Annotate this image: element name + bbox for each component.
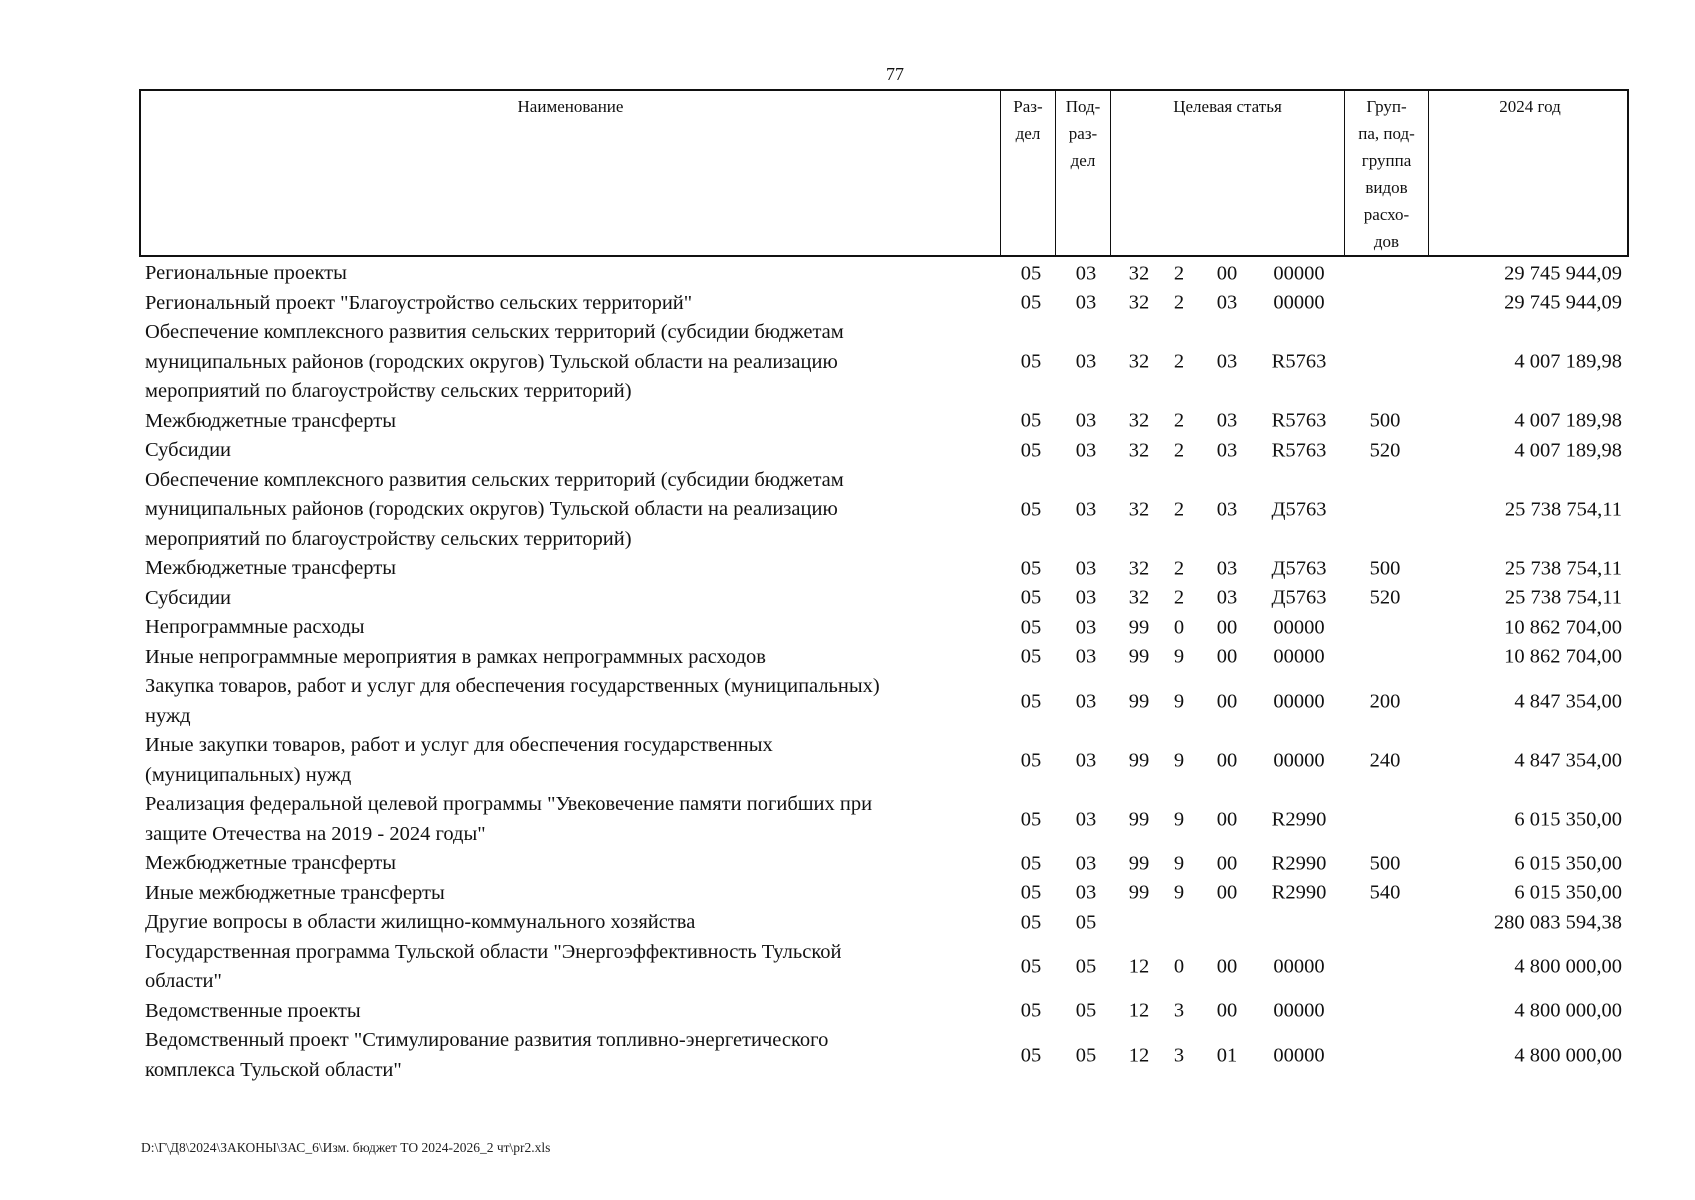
cell-razdel: 05 (1020, 616, 1042, 638)
cell-amount: 6 015 350,00 (1514, 852, 1622, 874)
cell-name (139, 908, 995, 938)
cell-main-event: 03 (1216, 291, 1238, 314)
header-group-line: группа (1361, 151, 1412, 170)
cell-amount: 4 007 189,98 (1514, 350, 1622, 373)
table-row (139, 259, 1629, 289)
cell-name-line: Иные закупки товаров, работ и услуг для обеспечения государственных (145, 734, 773, 756)
cell-podrazdel: 03 (1075, 748, 1097, 771)
cell-podrazdel: 05 (1075, 955, 1097, 978)
table-row (139, 938, 1629, 997)
cell-subprogram: 2 (1173, 409, 1185, 432)
cell-podrazdel: 03 (1075, 350, 1097, 373)
cell-amount: 6 015 350,00 (1514, 881, 1622, 904)
header-group-line: па, под- (1358, 124, 1415, 143)
cell-main-event: 00 (1216, 955, 1238, 978)
cell-main-event: 00 (1216, 689, 1238, 712)
header-group (1345, 91, 1429, 255)
cell-name (139, 259, 995, 289)
table-row (139, 584, 1629, 614)
cell-subprogram: 2 (1173, 557, 1185, 579)
cell-razdel: 05 (1020, 350, 1042, 373)
table-row (139, 466, 1629, 555)
table-row (139, 849, 1629, 879)
page-number: 77 (886, 64, 904, 84)
cell-podrazdel: 03 (1075, 409, 1097, 432)
cell-podrazdel: 03 (1075, 645, 1097, 668)
cell-direction: 00000 (1273, 616, 1325, 638)
cell-subprogram: 2 (1173, 498, 1185, 520)
cell-name-line: комплекса Тульской области" (145, 1058, 402, 1081)
cell-name-line: Непрограммные расходы (145, 616, 365, 638)
cell-name-line: Обеспечение комплексного развития сельских территорий (субсидии бюджетам (145, 468, 844, 491)
cell-subprogram: 0 (1173, 616, 1185, 638)
table-row (139, 997, 1629, 1027)
cell-direction: R5763 (1271, 439, 1327, 461)
cell-name (139, 613, 995, 643)
cell-direction: R2990 (1271, 807, 1327, 830)
cell-program: 32 (1128, 291, 1150, 314)
footer-file-path: D:\Г\Д8\2024\ЗАКОНЫ\ЗАС_6\Изм. бюджет ТО 2024-2026_2 чт\pr2.xls (141, 1140, 551, 1155)
cell-name-line: Другие вопросы в области жилищно-коммунального хозяйства (145, 911, 696, 933)
cell-name (139, 849, 995, 879)
cell-amount: 25 738 754,11 (1504, 498, 1622, 520)
header-name: Наименование (141, 91, 1001, 255)
table-row (139, 554, 1629, 584)
cell-razdel: 05 (1020, 955, 1042, 978)
table-row (139, 289, 1629, 319)
cell-main-event: 00 (1216, 881, 1238, 904)
cell-name-line: (муниципальных) нужд (145, 763, 352, 786)
cell-program: 12 (1128, 955, 1150, 978)
cell-amount: 10 862 704,00 (1504, 645, 1622, 668)
cell-name (139, 790, 995, 849)
table-row (139, 318, 1629, 407)
header-podrazdel-line: Под- (1065, 97, 1101, 116)
cell-amount: 25 738 754,11 (1504, 557, 1622, 579)
cell-expense-group: 520 (1369, 439, 1401, 461)
table-row (139, 908, 1629, 938)
cell-subprogram: 9 (1173, 689, 1185, 712)
cell-name-line: Закупка товаров, работ и услуг для обеспечения государственных (муниципальных) (145, 675, 880, 697)
cell-razdel: 05 (1020, 498, 1042, 520)
cell-main-event: 00 (1216, 262, 1238, 284)
cell-razdel: 05 (1020, 1043, 1042, 1066)
cell-main-event: 00 (1216, 999, 1238, 1022)
cell-name-line: Региональные проекты (145, 262, 347, 284)
cell-razdel: 05 (1020, 748, 1042, 771)
header-group-line: видов (1365, 178, 1408, 197)
cell-main-event: 00 (1216, 807, 1238, 830)
cell-subprogram: 3 (1173, 999, 1185, 1022)
cell-podrazdel: 03 (1075, 586, 1097, 609)
table-row (139, 613, 1629, 643)
cell-podrazdel: 03 (1075, 807, 1097, 830)
table-row (139, 643, 1629, 673)
header-podrazdel-line: дел (1070, 151, 1096, 170)
cell-podrazdel: 03 (1075, 262, 1097, 284)
cell-razdel: 05 (1020, 409, 1042, 432)
cell-main-event: 00 (1216, 748, 1238, 771)
cell-amount: 4 800 000,00 (1514, 1043, 1622, 1066)
cell-name-line: нужд (145, 704, 191, 727)
cell-program: 32 (1128, 409, 1150, 432)
cell-amount: 4 007 189,98 (1514, 409, 1622, 432)
cell-name-line: области" (145, 970, 222, 992)
cell-direction: Д5763 (1271, 557, 1327, 579)
table-row (139, 879, 1629, 909)
cell-name (139, 672, 995, 731)
header-target: Целевая статья (1111, 91, 1345, 255)
cell-main-event: 03 (1216, 439, 1238, 461)
cell-main-event: 03 (1216, 557, 1238, 579)
cell-name (139, 466, 995, 555)
table-row (139, 790, 1629, 849)
header-razdel (1001, 91, 1056, 255)
cell-direction: 00000 (1273, 645, 1325, 668)
cell-main-event: 00 (1216, 616, 1238, 638)
cell-subprogram: 2 (1173, 350, 1185, 373)
cell-razdel: 05 (1020, 852, 1042, 874)
cell-direction: 00000 (1273, 999, 1325, 1022)
cell-name (139, 938, 995, 997)
cell-podrazdel: 03 (1075, 852, 1097, 874)
cell-main-event: 03 (1216, 586, 1238, 609)
cell-razdel: 05 (1020, 999, 1042, 1022)
cell-program: 12 (1128, 999, 1150, 1022)
cell-name-line: Иные межбюджетные трансферты (145, 881, 445, 904)
cell-razdel: 05 (1020, 911, 1042, 933)
cell-name (139, 318, 995, 407)
cell-program: 32 (1128, 439, 1150, 461)
cell-subprogram: 9 (1173, 852, 1185, 874)
cell-subprogram: 9 (1173, 807, 1185, 830)
cell-amount: 10 862 704,00 (1504, 616, 1622, 638)
cell-razdel: 05 (1020, 881, 1042, 904)
header-razdel-line: Раз- (1013, 97, 1043, 116)
cell-direction: 00000 (1273, 291, 1325, 314)
cell-name-line: Обеспечение комплексного развития сельских территорий (субсидии бюджетам (145, 321, 844, 343)
cell-name-line: Региональный проект "Благоустройство сельских территорий" (145, 291, 693, 314)
cell-amount: 29 745 944,09 (1504, 262, 1622, 284)
cell-main-event: 01 (1216, 1043, 1238, 1066)
cell-expense-group: 520 (1369, 586, 1401, 609)
cell-name-line: защите Отечества на 2019 - 2024 годы" (145, 822, 486, 845)
cell-podrazdel: 03 (1075, 557, 1097, 579)
cell-direction: 00000 (1273, 955, 1325, 978)
cell-main-event: 00 (1216, 852, 1238, 874)
header-group-line: дов (1373, 232, 1400, 251)
cell-amount: 4 800 000,00 (1514, 955, 1622, 978)
cell-razdel: 05 (1020, 262, 1042, 284)
cell-main-event: 03 (1216, 409, 1238, 432)
cell-name-line: Межбюджетные трансферты (145, 557, 396, 579)
cell-name (139, 436, 995, 466)
cell-podrazdel: 03 (1075, 291, 1097, 314)
cell-amount: 6 015 350,00 (1514, 807, 1622, 830)
table-row (139, 731, 1629, 790)
cell-subprogram: 9 (1173, 881, 1185, 904)
cell-direction: Д5763 (1271, 498, 1327, 520)
cell-amount: 280 083 594,38 (1493, 911, 1622, 933)
cell-name (139, 289, 995, 319)
header-podrazdel (1056, 91, 1111, 255)
cell-amount: 4 847 354,00 (1514, 689, 1622, 712)
cell-name-line: Межбюджетные трансферты (145, 852, 396, 874)
cell-program: 99 (1128, 616, 1150, 638)
cell-amount: 25 738 754,11 (1504, 586, 1622, 609)
cell-name-line: мероприятий по благоустройству сельских территорий) (145, 380, 632, 402)
cell-subprogram: 2 (1173, 262, 1185, 284)
cell-razdel: 05 (1020, 557, 1042, 579)
cell-name-line: Государственная программа Тульской области "Энергоэффективность Тульской (145, 940, 842, 963)
cell-direction: 00000 (1273, 748, 1325, 771)
cell-name-line: Межбюджетные трансферты (145, 409, 396, 432)
cell-amount: 4 007 189,98 (1514, 439, 1622, 461)
table-row (139, 407, 1629, 437)
cell-program: 32 (1128, 557, 1150, 579)
header-year: 2024 год (1499, 97, 1561, 116)
cell-program: 99 (1128, 748, 1150, 771)
cell-program: 99 (1128, 645, 1150, 668)
cell-podrazdel: 03 (1075, 439, 1097, 461)
cell-expense-group: 500 (1369, 852, 1401, 874)
cell-direction: 00000 (1273, 262, 1325, 284)
cell-name-line: мероприятий по благоустройству сельских территорий) (145, 527, 632, 550)
cell-main-event: 03 (1216, 350, 1238, 373)
cell-direction: 00000 (1273, 1043, 1325, 1066)
cell-podrazdel: 03 (1075, 881, 1097, 904)
cell-subprogram: 9 (1173, 748, 1185, 771)
cell-program: 99 (1128, 881, 1150, 904)
cell-main-event: 00 (1216, 645, 1238, 668)
cell-expense-group: 500 (1369, 409, 1401, 432)
table-header (139, 89, 1629, 257)
cell-amount: 4 800 000,00 (1514, 999, 1622, 1022)
cell-name-line: Ведомственный проект "Стимулирование развития топливно-энергетического (145, 1029, 829, 1051)
cell-name-line: Субсидии (145, 586, 232, 609)
table-row (139, 1026, 1629, 1085)
header-podrazdel-line: раз- (1068, 124, 1098, 143)
cell-subprogram: 2 (1173, 586, 1185, 609)
cell-name-line: Реализация федеральной целевой программы "Увековечение памяти погибших при (145, 793, 873, 815)
cell-name (139, 997, 995, 1027)
cell-name-line: Ведомственные проекты (145, 999, 361, 1022)
cell-program: 12 (1128, 1043, 1150, 1066)
cell-subprogram: 3 (1173, 1043, 1185, 1066)
cell-expense-group: 240 (1369, 748, 1401, 771)
cell-program: 32 (1128, 586, 1150, 609)
cell-razdel: 05 (1020, 689, 1042, 712)
table-body (139, 259, 1629, 1085)
cell-podrazdel: 03 (1075, 498, 1097, 520)
cell-name (139, 731, 995, 790)
cell-podrazdel: 05 (1075, 911, 1097, 933)
header-group-line: расхо- (1363, 205, 1410, 224)
cell-expense-group: 200 (1369, 689, 1401, 712)
cell-direction: 00000 (1273, 689, 1325, 712)
cell-name-line: муниципальных районов (городских округов) Тульской области на реализацию (145, 350, 838, 373)
cell-name (139, 407, 995, 437)
cell-name (139, 643, 995, 673)
cell-name-line: Субсидии (145, 439, 232, 461)
cell-name (139, 1026, 995, 1085)
cell-main-event: 03 (1216, 498, 1238, 520)
cell-name-line: Иные непрограммные мероприятия в рамках непрограммных расходов (145, 645, 766, 668)
cell-direction: R2990 (1271, 881, 1327, 904)
cell-program: 99 (1128, 689, 1150, 712)
cell-name (139, 554, 995, 584)
cell-direction: R5763 (1271, 350, 1327, 373)
cell-razdel: 05 (1020, 586, 1042, 609)
cell-subprogram: 2 (1173, 291, 1185, 314)
cell-program: 99 (1128, 852, 1150, 874)
cell-subprogram: 9 (1173, 645, 1185, 668)
cell-podrazdel: 03 (1075, 689, 1097, 712)
cell-razdel: 05 (1020, 807, 1042, 830)
table-row (139, 436, 1629, 466)
cell-name-line: муниципальных районов (городских округов) Тульской области на реализацию (145, 498, 838, 520)
cell-program: 32 (1128, 262, 1150, 284)
cell-program: 32 (1128, 350, 1150, 373)
cell-program: 32 (1128, 498, 1150, 520)
cell-podrazdel: 05 (1075, 999, 1097, 1022)
cell-subprogram: 0 (1173, 955, 1185, 978)
header-razdel-line: дел (1015, 124, 1041, 143)
cell-direction: Д5763 (1271, 586, 1327, 609)
cell-razdel: 05 (1020, 291, 1042, 314)
cell-subprogram: 2 (1173, 439, 1185, 461)
cell-expense-group: 540 (1369, 881, 1401, 904)
cell-name (139, 879, 995, 909)
cell-amount: 4 847 354,00 (1514, 748, 1622, 771)
cell-direction: R2990 (1271, 852, 1327, 874)
cell-direction: R5763 (1271, 409, 1327, 432)
cell-amount: 29 745 944,09 (1504, 291, 1622, 314)
cell-podrazdel: 03 (1075, 616, 1097, 638)
cell-podrazdel: 05 (1075, 1043, 1097, 1066)
table-row (139, 672, 1629, 731)
cell-razdel: 05 (1020, 439, 1042, 461)
cell-razdel: 05 (1020, 645, 1042, 668)
cell-name (139, 584, 995, 614)
cell-expense-group: 500 (1369, 557, 1401, 579)
cell-program: 99 (1128, 807, 1150, 830)
header-group-line: Груп- (1366, 97, 1407, 116)
